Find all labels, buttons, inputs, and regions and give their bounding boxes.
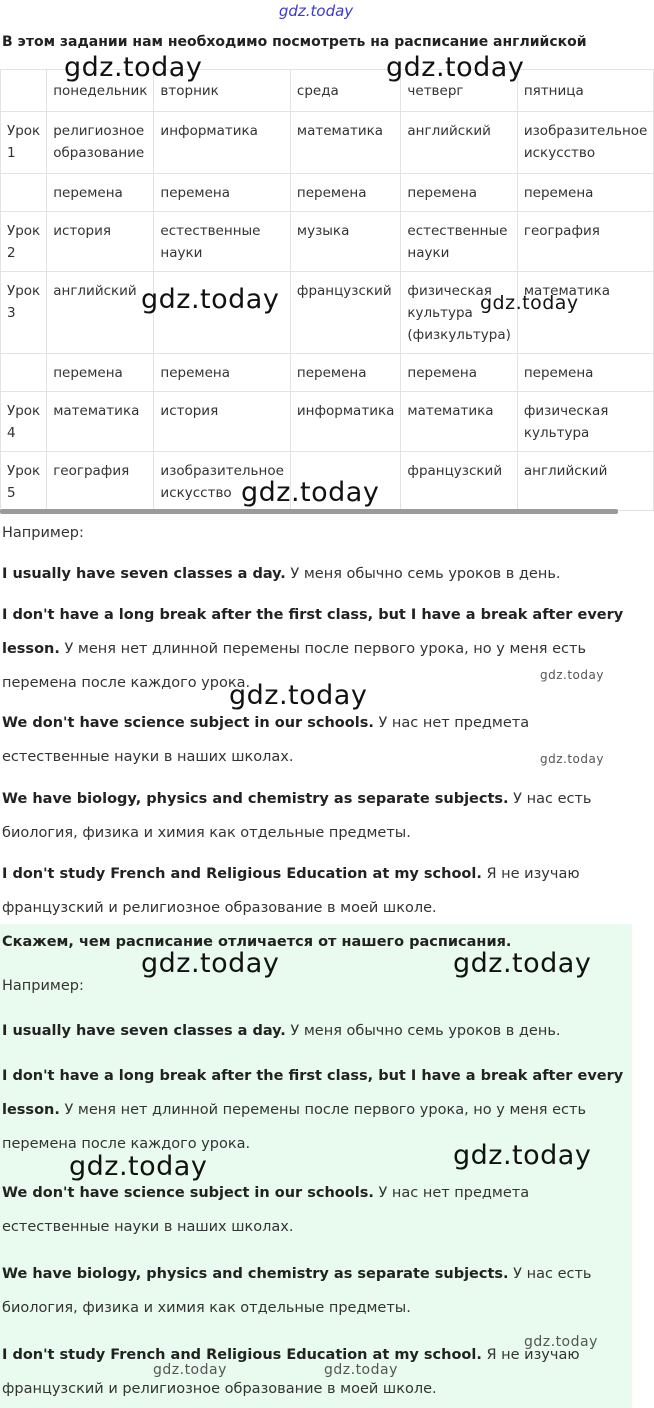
table-cell: английский (401, 112, 517, 174)
table-row (1, 392, 654, 452)
difference-item: We have biology, physics and chemistry as separate subjects. У нас есть биология, физика и химия как отдельные предметы. (2, 1266, 592, 1316)
example-item: We have biology, physics and chemistry as separate subjects. У нас есть биология, физика и химия как отдельные предметы. (2, 791, 592, 841)
table-cell: информатика (290, 392, 401, 452)
table-cell: физическая культура (физкультура) (401, 272, 517, 354)
watermark: gdz.today (524, 1334, 598, 1350)
table-header-cell: пятница (517, 70, 653, 112)
table-cell (1, 174, 47, 212)
watermark-top: gdz.today (278, 2, 354, 20)
table-cell: математика (290, 112, 401, 174)
table-header-cell: среда (290, 70, 401, 112)
table-cell: Урок 1 (1, 112, 47, 174)
table-cell: музыка (290, 212, 401, 272)
watermark: gdz.today (141, 948, 280, 979)
table-cell: перемена (47, 174, 154, 212)
watermark: gdz.today (453, 948, 592, 979)
example-item: I don't have a long break after the first class, but I have a break after every lesson. У меня нет длинной перемены после первого урока, но у меня есть перемена после каждого урока. (2, 607, 624, 691)
table-header-cell: понедельник (47, 70, 154, 112)
watermark: gdz.today (480, 292, 579, 314)
watermark: gdz.today (229, 680, 368, 711)
difference-item: I usually have seven classes a day. У меня обычно семь уроков в день. (2, 1023, 561, 1039)
table-cell: физическая культура (517, 392, 653, 452)
watermark: gdz.today (69, 1151, 208, 1182)
table-cell: история (154, 392, 290, 452)
watermark: gdz.today (241, 477, 380, 508)
watermark: gdz.today (324, 1362, 398, 1378)
example-item: I don't study French and Religious Education at my school. Я не изучаю французский и религиозное образование в моей школе. (2, 866, 580, 916)
table-header-cell (1, 70, 47, 112)
table-cell: изобразительное искусство (154, 452, 290, 511)
example-intro: Например: (2, 525, 84, 541)
table-cell: перемена (154, 354, 290, 392)
table-cell: Урок 5 (1, 452, 47, 511)
table-cell: перемена (290, 174, 401, 212)
watermark: gdz.today (540, 752, 604, 766)
table-cell: перемена (401, 354, 517, 392)
table-cell: география (47, 452, 154, 511)
table-cell: история (47, 212, 154, 272)
heading: В этом задании нам необходимо посмотреть на расписание английской (2, 34, 587, 50)
example-item: We don't have science subject in our schools. У нас нет предмета естественные науки в наших школах. (2, 715, 530, 765)
table-cell: французский (401, 452, 517, 511)
table-cell: английский (47, 272, 154, 354)
table-cell: естественные науки (154, 212, 290, 272)
table-row (1, 354, 654, 392)
watermark: gdz.today (453, 1140, 592, 1171)
table-cell: перемена (290, 354, 401, 392)
watermark: gdz.today (540, 668, 604, 682)
table-header-cell: четверг (401, 70, 517, 112)
table-cell (1, 354, 47, 392)
difference-item: We don't have science subject in our schools. У нас нет предмета естественные науки в наших школах. (2, 1185, 530, 1235)
table-header-cell: вторник (154, 70, 290, 112)
table-cell: перемена (517, 174, 653, 212)
table-row (1, 212, 654, 272)
difference-item: I don't have a long break after the first class, but I have a break after every lesson. У меня нет длинной перемены после первого урока, но у меня есть перемена после каждого урока. (2, 1068, 624, 1152)
table-row (1, 174, 654, 212)
table-cell: перемена (517, 354, 653, 392)
watermark: gdz.today (64, 52, 203, 83)
table-cell: Урок 4 (1, 392, 47, 452)
difference-intro: Например: (2, 978, 84, 994)
table-cell: математика (47, 392, 154, 452)
difference-title: Скажем, чем расписание отличается от нашего расписания. (2, 934, 512, 950)
watermark: gdz.today (386, 52, 525, 83)
table-scrollbar[interactable] (0, 509, 618, 514)
difference-item: I don't study French and Religious Education at my school. Я не изучаю французский и религиозное образование в моей школе. (2, 1347, 580, 1397)
table-cell: перемена (154, 174, 290, 212)
table-row (1, 112, 654, 174)
table-cell: естественные науки (401, 212, 517, 272)
table-cell: Урок 3 (1, 272, 47, 354)
table-cell: география (517, 212, 653, 272)
table-cell: математика (517, 272, 653, 354)
example-item: I usually have seven classes a day. У меня обычно семь уроков в день. (2, 566, 561, 582)
schedule-table (0, 69, 654, 511)
table-cell: изобразительное искусство (517, 112, 653, 174)
watermark: gdz.today (141, 284, 280, 315)
table-cell: информатика (154, 112, 290, 174)
table-cell: перемена (47, 354, 154, 392)
table-cell: французский (290, 272, 401, 354)
table-cell: Урок 2 (1, 212, 47, 272)
table-cell: английский (517, 452, 653, 511)
watermark: gdz.today (153, 1362, 227, 1378)
table-cell: математика (401, 392, 517, 452)
table-cell: религиозное образование (47, 112, 154, 174)
table-cell: перемена (401, 174, 517, 212)
